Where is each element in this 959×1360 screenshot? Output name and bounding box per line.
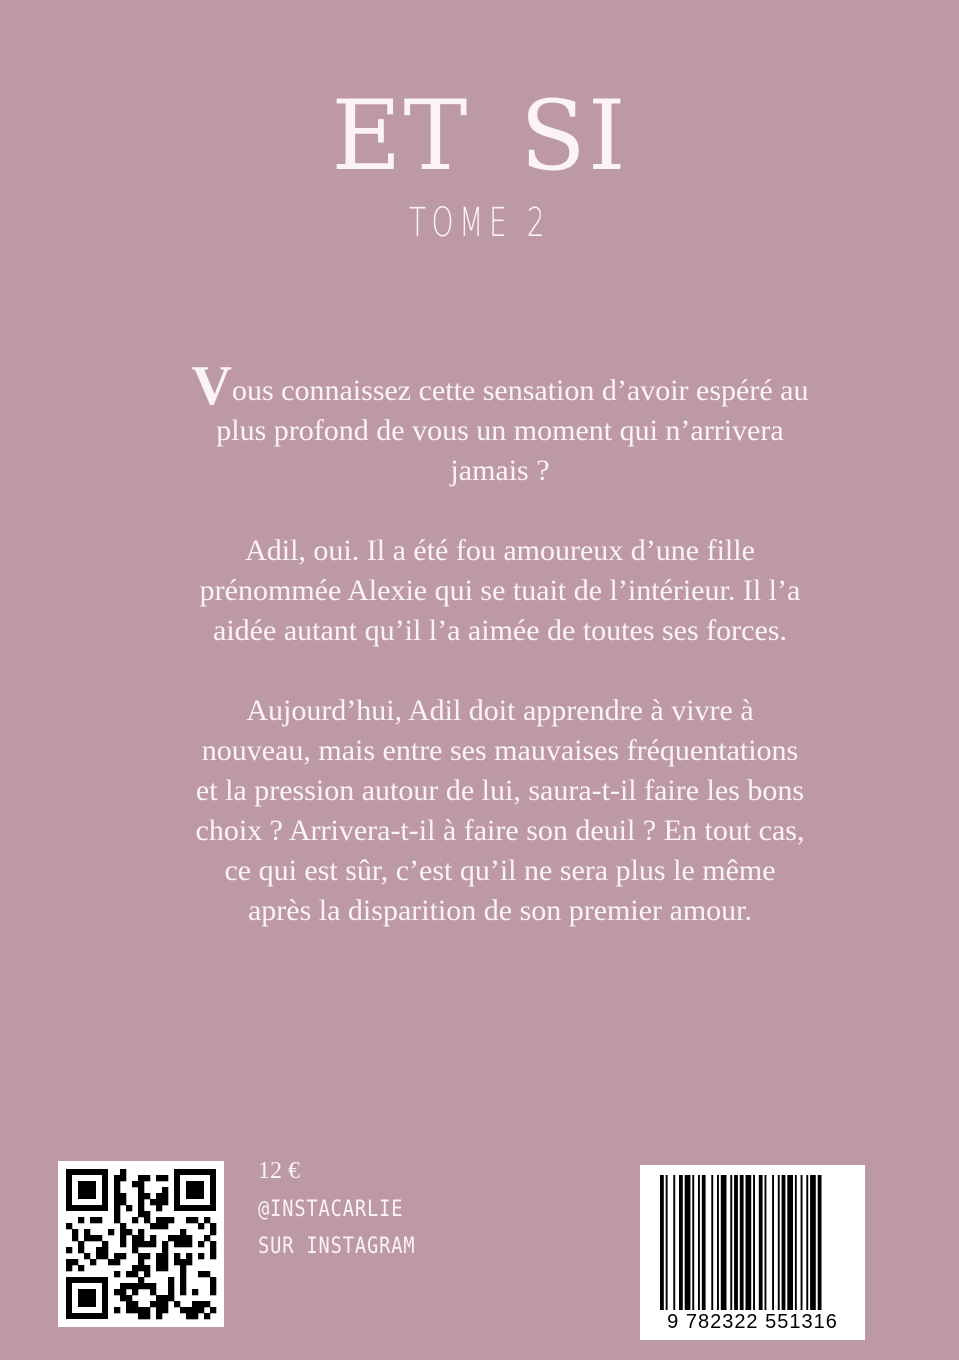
qr-module bbox=[204, 1235, 210, 1241]
qr-module bbox=[96, 1253, 102, 1259]
qr-module bbox=[138, 1307, 144, 1313]
qr-module bbox=[102, 1241, 108, 1247]
qr-module bbox=[114, 1187, 120, 1193]
qr-module bbox=[132, 1301, 138, 1307]
qr-module bbox=[186, 1313, 192, 1319]
qr-module bbox=[144, 1265, 150, 1271]
barcode-bar bbox=[801, 1175, 803, 1310]
qr-module bbox=[144, 1211, 150, 1217]
qr-module bbox=[198, 1241, 204, 1247]
qr-module bbox=[120, 1295, 126, 1301]
qr-module bbox=[126, 1283, 132, 1289]
qr-module bbox=[108, 1259, 114, 1265]
qr-module bbox=[168, 1277, 174, 1283]
qr-module bbox=[138, 1253, 144, 1259]
qr-module bbox=[162, 1247, 168, 1253]
barcode-bar bbox=[698, 1175, 700, 1310]
qr-module bbox=[138, 1265, 144, 1271]
qr-module bbox=[150, 1241, 156, 1247]
qr-module bbox=[120, 1223, 126, 1229]
barcode-bar bbox=[702, 1175, 706, 1310]
qr-module bbox=[186, 1259, 192, 1265]
qr-module bbox=[192, 1313, 198, 1319]
qr-module bbox=[138, 1199, 144, 1205]
qr-module bbox=[138, 1241, 144, 1247]
qr-module bbox=[102, 1253, 108, 1259]
qr-module bbox=[204, 1217, 210, 1223]
qr-module bbox=[180, 1241, 186, 1247]
qr-module bbox=[132, 1247, 138, 1253]
qr-module bbox=[78, 1241, 84, 1247]
qr-module bbox=[210, 1289, 216, 1295]
qr-module bbox=[156, 1217, 162, 1223]
barcode-bar bbox=[753, 1175, 755, 1310]
barcode-bar bbox=[673, 1175, 675, 1310]
qr-module bbox=[126, 1271, 132, 1277]
qr-module bbox=[72, 1229, 78, 1235]
qr-module bbox=[120, 1193, 126, 1199]
qr-module bbox=[180, 1271, 186, 1277]
qr-finder-inner bbox=[78, 1289, 96, 1307]
qr-module bbox=[114, 1205, 120, 1211]
qr-module bbox=[150, 1283, 156, 1289]
barcode-bar bbox=[685, 1175, 691, 1310]
qr-module bbox=[156, 1223, 162, 1229]
qr-module bbox=[204, 1313, 210, 1319]
qr-module bbox=[180, 1283, 186, 1289]
qr-module bbox=[210, 1229, 216, 1235]
qr-module bbox=[180, 1289, 186, 1295]
qr-module bbox=[132, 1265, 138, 1271]
barcode-bar bbox=[772, 1175, 774, 1310]
qr-module bbox=[168, 1295, 174, 1301]
qr-module bbox=[156, 1265, 162, 1271]
qr-module bbox=[114, 1253, 120, 1259]
qr-module bbox=[102, 1247, 108, 1253]
qr-module bbox=[186, 1235, 192, 1241]
book-title: ET SI bbox=[331, 80, 628, 192]
qr-module bbox=[156, 1193, 162, 1199]
qr-module bbox=[144, 1217, 150, 1223]
qr-module bbox=[174, 1235, 180, 1241]
qr-module bbox=[138, 1205, 144, 1211]
qr-module bbox=[114, 1181, 120, 1187]
qr-module bbox=[162, 1223, 168, 1229]
qr-module bbox=[126, 1307, 132, 1313]
qr-code-pattern bbox=[58, 1161, 224, 1327]
qr-module bbox=[132, 1271, 138, 1277]
qr-module bbox=[66, 1223, 72, 1229]
qr-module bbox=[180, 1235, 186, 1241]
qr-module bbox=[126, 1301, 132, 1307]
qr-module bbox=[150, 1289, 156, 1295]
qr-module bbox=[156, 1313, 162, 1319]
blurb-paragraph-1 bbox=[190, 355, 810, 491]
qr-module bbox=[144, 1253, 150, 1259]
qr-module bbox=[114, 1175, 120, 1181]
qr-module bbox=[198, 1301, 204, 1307]
qr-module bbox=[210, 1247, 216, 1253]
qr-module bbox=[84, 1253, 90, 1259]
qr-module bbox=[108, 1229, 114, 1235]
qr-module bbox=[138, 1193, 144, 1199]
barcode-bar bbox=[765, 1175, 767, 1310]
qr-module bbox=[72, 1259, 78, 1265]
instagram-label: SUR INSTAGRAM bbox=[258, 1234, 416, 1259]
barcode-bar bbox=[795, 1175, 797, 1310]
qr-module bbox=[162, 1187, 168, 1193]
blurb-paragraph-2: Adil, oui. Il a été fou amoureux d’une fille prénommée Alexie qui se tuait de l’intérieur. Il l’a aidée autant qu’il l’a aimée de toutes ses forces. bbox=[199, 534, 801, 647]
qr-module bbox=[144, 1283, 150, 1289]
qr-module bbox=[162, 1175, 168, 1181]
qr-module bbox=[78, 1217, 84, 1223]
qr-module bbox=[198, 1271, 204, 1277]
qr-module bbox=[210, 1277, 216, 1283]
qr-module bbox=[144, 1193, 150, 1199]
qr-module bbox=[90, 1259, 96, 1265]
qr-module bbox=[156, 1259, 162, 1265]
qr-module bbox=[138, 1235, 144, 1241]
qr-module bbox=[192, 1289, 198, 1295]
qr-module bbox=[114, 1259, 120, 1265]
qr-module bbox=[120, 1289, 126, 1295]
qr-module bbox=[162, 1265, 168, 1271]
qr-module bbox=[162, 1259, 168, 1265]
qr-module bbox=[114, 1289, 120, 1295]
barcode-bar bbox=[746, 1175, 752, 1310]
qr-module bbox=[120, 1241, 126, 1247]
qr-module bbox=[132, 1235, 138, 1241]
qr-module bbox=[198, 1253, 204, 1259]
barcode-bar bbox=[730, 1175, 732, 1310]
qr-module bbox=[120, 1235, 126, 1241]
barcode-bar bbox=[692, 1175, 694, 1310]
qr-module bbox=[210, 1223, 216, 1229]
qr-module bbox=[156, 1295, 162, 1301]
qr-module bbox=[210, 1307, 216, 1313]
book-subtitle: TOME 2 bbox=[408, 200, 551, 246]
blurb-paragraph-1-text: ous connaissez cette sensation d’avoir espéré au plus profond de vous un moment qui n’arrivera jamais ? bbox=[216, 374, 809, 487]
qr-module bbox=[126, 1295, 132, 1301]
qr-module bbox=[132, 1241, 138, 1247]
qr-module bbox=[132, 1307, 138, 1313]
qr-module bbox=[186, 1217, 192, 1223]
qr-module bbox=[132, 1283, 138, 1289]
qr-module bbox=[168, 1283, 174, 1289]
qr-module bbox=[138, 1175, 144, 1181]
back-cover-blurb bbox=[190, 355, 810, 971]
qr-module bbox=[210, 1253, 216, 1259]
qr-module bbox=[156, 1307, 162, 1313]
qr-module bbox=[192, 1301, 198, 1307]
qr-module bbox=[198, 1223, 204, 1229]
qr-module bbox=[144, 1271, 150, 1277]
barcode-bar bbox=[711, 1175, 713, 1310]
qr-module bbox=[174, 1241, 180, 1247]
qr-module bbox=[114, 1307, 120, 1313]
barcode-bar bbox=[782, 1175, 786, 1310]
qr-module bbox=[90, 1217, 96, 1223]
qr-module bbox=[192, 1217, 198, 1223]
qr-module bbox=[168, 1289, 174, 1295]
qr-module bbox=[186, 1241, 192, 1247]
qr-module bbox=[204, 1301, 210, 1307]
qr-module bbox=[138, 1259, 144, 1265]
qr-module bbox=[90, 1235, 96, 1241]
qr-module bbox=[204, 1271, 210, 1277]
qr-module bbox=[174, 1301, 180, 1307]
isbn-barcode bbox=[640, 1165, 865, 1340]
qr-module bbox=[72, 1235, 78, 1241]
barcode-bar bbox=[679, 1175, 683, 1310]
qr-module bbox=[66, 1265, 72, 1271]
qr-module bbox=[138, 1187, 144, 1193]
qr-module bbox=[138, 1229, 144, 1235]
qr-module bbox=[156, 1253, 162, 1259]
qr-module bbox=[138, 1211, 144, 1217]
qr-module bbox=[150, 1301, 156, 1307]
barcode-bar bbox=[717, 1175, 719, 1310]
qr-module bbox=[126, 1229, 132, 1235]
barcode-bar bbox=[660, 1175, 664, 1310]
barcode-bar bbox=[806, 1175, 808, 1310]
barcode-bar bbox=[734, 1175, 738, 1310]
qr-module bbox=[132, 1289, 138, 1295]
instagram-handle: @INSTACARLIE bbox=[258, 1197, 404, 1222]
qr-module bbox=[180, 1307, 186, 1313]
qr-module bbox=[180, 1277, 186, 1283]
qr-module bbox=[144, 1307, 150, 1313]
qr-module bbox=[180, 1265, 186, 1271]
qr-module bbox=[162, 1193, 168, 1199]
qr-module bbox=[126, 1205, 132, 1211]
qr-module bbox=[96, 1247, 102, 1253]
qr-module bbox=[198, 1307, 204, 1313]
qr-module bbox=[96, 1217, 102, 1223]
qr-module bbox=[120, 1283, 126, 1289]
qr-module bbox=[180, 1229, 186, 1235]
drop-cap: V bbox=[191, 355, 232, 417]
barcode-bar bbox=[810, 1175, 816, 1310]
qr-module bbox=[156, 1199, 162, 1205]
qr-module bbox=[162, 1199, 168, 1205]
qr-code[interactable] bbox=[58, 1161, 224, 1327]
qr-module bbox=[66, 1247, 72, 1253]
qr-module bbox=[210, 1283, 216, 1289]
qr-module bbox=[96, 1235, 102, 1241]
qr-module bbox=[120, 1169, 126, 1175]
qr-module bbox=[66, 1259, 72, 1265]
qr-module bbox=[186, 1253, 192, 1259]
qr-module bbox=[132, 1181, 138, 1187]
qr-module bbox=[114, 1199, 120, 1205]
qr-module bbox=[156, 1205, 162, 1211]
qr-module bbox=[162, 1301, 168, 1307]
qr-module bbox=[150, 1223, 156, 1229]
barcode-bar bbox=[759, 1175, 763, 1310]
qr-module bbox=[192, 1307, 198, 1313]
barcode-bar bbox=[778, 1175, 780, 1310]
qr-module bbox=[150, 1199, 156, 1205]
isbn-number: 9 782322 551316 bbox=[667, 1311, 838, 1333]
qr-module bbox=[138, 1283, 144, 1289]
qr-module bbox=[132, 1217, 138, 1223]
qr-module bbox=[114, 1271, 120, 1277]
book-meta bbox=[258, 1158, 443, 1271]
price: 12 € bbox=[258, 1158, 300, 1184]
qr-module bbox=[78, 1265, 84, 1271]
qr-module bbox=[168, 1235, 174, 1241]
qr-module bbox=[138, 1181, 144, 1187]
qr-module bbox=[174, 1259, 180, 1265]
qr-module bbox=[144, 1241, 150, 1247]
qr-module bbox=[78, 1247, 84, 1253]
qr-module bbox=[210, 1241, 216, 1247]
barcode-bar bbox=[721, 1175, 727, 1310]
qr-module bbox=[138, 1313, 144, 1319]
qr-module bbox=[114, 1217, 120, 1223]
qr-module bbox=[162, 1217, 168, 1223]
qr-module bbox=[156, 1175, 162, 1181]
barcode-bar bbox=[740, 1175, 744, 1310]
blurb-paragraph-3: Aujourd’hui, Adil doit apprendre à vivre à nouveau, mais entre ses mauvaises fréquentations et la pression autour de lui, saura-t-il faire les bons choix ? Arrivera-t-il à faire son deuil ? En tout cas, ce qui est sûr, c’est qu’il ne sera plus le même après la disparition de son premier amour. bbox=[195, 694, 805, 927]
qr-module bbox=[162, 1307, 168, 1313]
barcode-bar bbox=[818, 1175, 822, 1310]
qr-module bbox=[144, 1313, 150, 1319]
qr-module bbox=[84, 1235, 90, 1241]
qr-module bbox=[120, 1229, 126, 1235]
qr-module bbox=[174, 1253, 180, 1259]
barcode-bar bbox=[666, 1175, 668, 1310]
qr-module bbox=[180, 1259, 186, 1265]
qr-module bbox=[114, 1211, 120, 1217]
qr-module bbox=[120, 1199, 126, 1205]
qr-module bbox=[186, 1307, 192, 1313]
qr-module bbox=[162, 1253, 168, 1259]
qr-module bbox=[144, 1175, 150, 1181]
qr-module bbox=[168, 1217, 174, 1223]
qr-module bbox=[114, 1193, 120, 1199]
qr-module bbox=[162, 1295, 168, 1301]
barcode-bar bbox=[787, 1175, 793, 1310]
qr-finder-inner bbox=[78, 1181, 96, 1199]
qr-module bbox=[138, 1277, 144, 1283]
qr-module bbox=[150, 1235, 156, 1241]
qr-module bbox=[84, 1229, 90, 1235]
qr-module bbox=[162, 1241, 168, 1247]
qr-module bbox=[120, 1175, 126, 1181]
qr-module bbox=[156, 1301, 162, 1307]
qr-finder-inner bbox=[186, 1181, 204, 1199]
qr-module bbox=[120, 1253, 126, 1259]
